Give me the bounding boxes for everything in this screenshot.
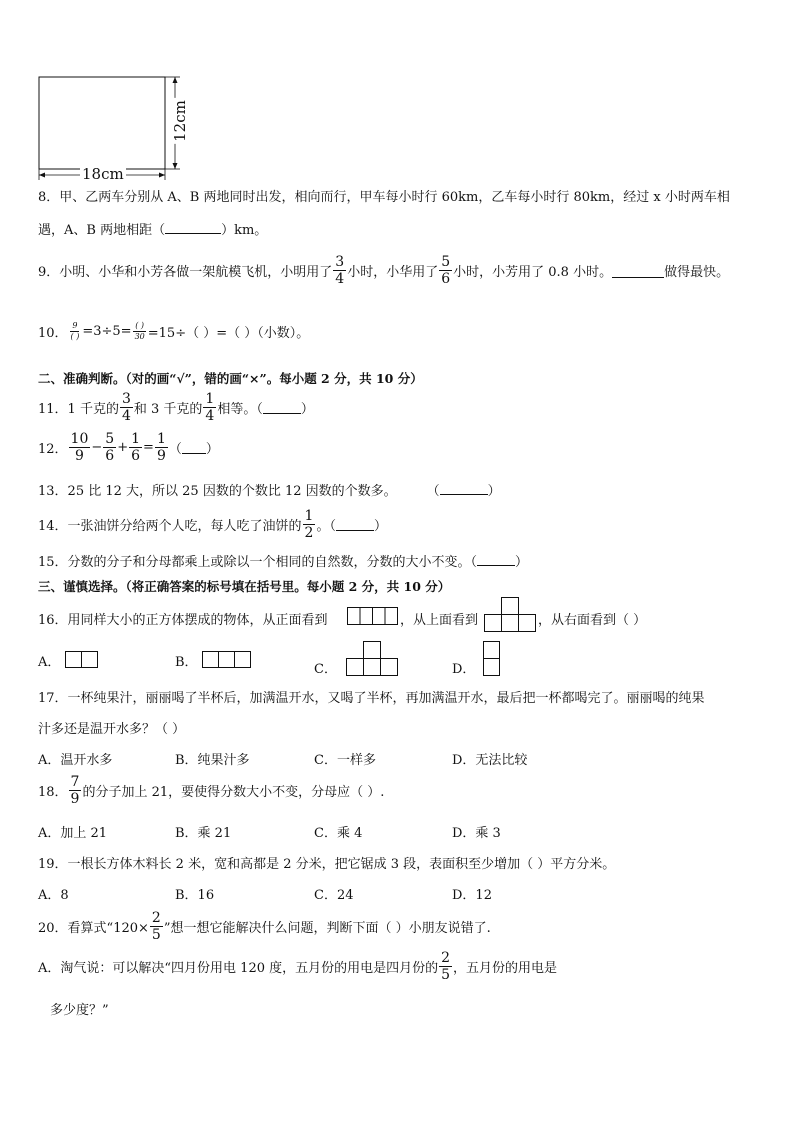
q13-text-a: 13．25 比 12 大，所以 25 因数的个数比 12 因数的个数多。 [38, 484, 397, 499]
q9-answer-blank[interactable] [612, 263, 664, 278]
q8-text-a: 遇，A、B 两地相距（ [38, 223, 166, 238]
q20-option-a-line2: 多少度？” [50, 1003, 109, 1018]
q16-text-c: ，从右面看到（ ） [538, 613, 647, 628]
q20-option-a-text-a: A．淘气说：可以解决“四月份用电 120 度，五月份的用电是四月份的 [38, 961, 439, 976]
q11-answer-blank[interactable] [263, 401, 301, 414]
q14-answer-blank[interactable] [336, 518, 374, 531]
q16-text-c-wrap [538, 609, 646, 628]
q20-text-b: ”想一想它能解决什么问题，判断下面（ ）小朋友说错了. [163, 921, 491, 936]
section-3-heading: 三、谨慎选择。（将正确答案的标号填在括号里。每小题 2 分，共 10 分） [38, 579, 451, 594]
q18-line [38, 775, 384, 806]
q8-line2 [38, 219, 267, 238]
q16-question [38, 609, 328, 628]
q17-option-b[interactable]: B．纯果汁多 [175, 753, 250, 768]
q17-option-c[interactable]: C．一样多 [314, 753, 376, 768]
q16-front-view-figure [347, 607, 401, 631]
q17-option-d[interactable]: D．无法比较 [452, 753, 528, 768]
q20-text-a: 20．看算式“120× [38, 921, 149, 936]
q11-fraction-1: $\frac{3}{4}$ [121, 391, 131, 424]
height-label: 12cm [170, 100, 189, 142]
q16-top-view-figure [484, 597, 540, 641]
q19-option-d[interactable]: D．12 [452, 888, 492, 903]
q16-option-c[interactable] [314, 640, 399, 678]
q18-fraction: $\frac{7}{9}$ [70, 774, 80, 807]
q12-fraction-4: $\frac{1}{9}$ [156, 431, 166, 464]
q16-option-c-label: C． [314, 661, 337, 677]
q12-text-c: ） [205, 442, 219, 457]
q13-text-c: ） [487, 484, 501, 499]
q12-text-b: （ [168, 442, 182, 457]
q9-line [38, 255, 729, 286]
q20-fraction: $\frac{2}{5}$ [151, 910, 161, 943]
q16-option-b-figure [198, 650, 256, 670]
q20-option-a-fraction: $\frac{2}{5}$ [441, 950, 451, 983]
q10-fraction-1: $\frac{9}{( )}$ [70, 321, 80, 341]
q12-fraction-3: $\frac{1}{6}$ [131, 431, 141, 464]
q13-line [38, 480, 501, 499]
q18-text-b: 的分子加上 21，要使得分数大小不变，分母应（ ）. [82, 785, 385, 800]
q14-fraction: $\frac{1}{2}$ [304, 508, 314, 541]
q18-option-a[interactable]: A．加上 21 [38, 826, 108, 841]
q12-answer-blank[interactable] [182, 441, 206, 454]
q8-line1: 8．甲、乙两车分别从 A、B 两地同时出发，相向而行，甲车每小时行 60km，乙车每小时行 80km，经过 x 小时两车相 [38, 190, 730, 205]
q17-line2: 汁多还是温开水多？（ ） [38, 722, 186, 737]
q9-fraction-2: $\frac{5}{6}$ [441, 254, 451, 287]
q15-line [38, 551, 528, 570]
q10-text-a: 10． [38, 326, 68, 341]
q13-text-b: （ [426, 484, 440, 499]
q9-fraction-1: $\frac{3}{4}$ [335, 254, 345, 287]
q10-fraction-2: $\frac{( )}{30}$ [134, 321, 145, 341]
q11-fraction-2: $\frac{1}{4}$ [205, 391, 215, 424]
q12-operator-3: = [143, 440, 154, 455]
q14-text-c: ） [373, 519, 387, 534]
q11-line [38, 392, 314, 423]
q9-text-b: 小时，小华用了 [347, 265, 439, 280]
q17-line1: 17．一杯纯果汁，丽丽喝了半杯后，加满温开水，又喝了半杯，再加满温开水，最后把一杯都喝完了。丽丽喝的纯果 [38, 691, 705, 706]
q14-line [38, 509, 387, 540]
section-2-heading: 二、准确判断。（对的画“√”，错的画“×”。每小题 2 分，共 10 分） [38, 371, 423, 386]
q10-text-c: =15÷（ ）=（ ）（小数）。 [147, 326, 310, 341]
q19-option-b[interactable]: B．16 [175, 888, 215, 903]
q17-option-a[interactable]: A．温开水多 [38, 753, 113, 768]
q15-text-a: 15．分数的分子和分母都乘上或除以一个相同的自然数，分数的大小不变。（ [38, 555, 478, 570]
q14-text-a: 14．一张油饼分给两个人吃，每人吃了油饼的 [38, 519, 302, 534]
q11-text-a: 11．1 千克的 [38, 402, 119, 417]
q16-option-b-label: B． [175, 654, 198, 670]
q12-fraction-2: $\frac{5}{6}$ [105, 431, 115, 464]
q18-option-b[interactable]: B．乘 21 [175, 826, 232, 841]
q19-option-c[interactable]: C．24 [314, 888, 354, 903]
q16-option-d[interactable] [452, 640, 505, 678]
q11-text-d: ） [300, 402, 314, 417]
q8-text-b: ）km。 [221, 223, 268, 238]
q12-line [38, 432, 219, 463]
q16-option-a-label: A． [38, 654, 61, 670]
q19-line: 19．一根长方体木料长 2 米，宽和高都是 2 分米，把它锯成 3 段，表面积至少增加（ ）平方分米。 [38, 857, 616, 872]
q20-option-a[interactable] [38, 951, 557, 982]
q16-option-c-figure [337, 640, 399, 678]
q16-text-a: 16．用同样大小的正方体摆成的物体，从正面看到 [38, 613, 328, 628]
q20-line [38, 911, 491, 942]
q8-answer-blank[interactable] [165, 221, 221, 234]
q18-option-c[interactable]: C．乘 4 [314, 826, 363, 841]
q9-text-a: 9．小明、小华和小芳各做一架航模飞机，小明用了 [38, 265, 333, 280]
q16-text-b: ，从上面看到 [400, 613, 479, 628]
rectangle-figure [30, 72, 190, 184]
q16-option-a-figure [60, 650, 100, 670]
q12-text-a: 12． [38, 442, 68, 457]
q19-option-a[interactable]: A．8 [38, 888, 69, 903]
q16-text-b-wrap [400, 609, 478, 628]
q13-answer-blank[interactable] [440, 482, 488, 495]
q9-text-d: 做得最快。 [664, 265, 730, 280]
q12-operator-2: + [117, 440, 129, 455]
q16-option-d-label: D． [452, 661, 476, 677]
q10-line [38, 322, 309, 341]
width-label: 18cm [82, 165, 124, 183]
q18-text-a: 18． [38, 785, 68, 800]
q11-text-b: 和 3 千克的 [133, 402, 203, 417]
q16-option-a[interactable] [38, 650, 100, 670]
q15-answer-blank[interactable] [477, 553, 515, 566]
q16-option-b[interactable] [175, 650, 256, 670]
q12-operator-1: − [91, 440, 103, 455]
q12-fraction-1: $\frac{10}{9}$ [70, 431, 89, 464]
q10-text-b: =3÷5= [82, 324, 132, 339]
q20-option-a-text-b: ，五月份的用电是 [453, 961, 558, 976]
q11-text-c: 相等。（ [217, 402, 263, 417]
q15-text-b: ） [515, 555, 529, 570]
q14-text-b: 。（ [316, 519, 336, 534]
q18-option-d[interactable]: D．乘 3 [452, 826, 501, 841]
q9-text-c: 小时，小芳用了 0.8 小时。 [453, 265, 613, 280]
q16-option-d-figure [475, 640, 505, 678]
